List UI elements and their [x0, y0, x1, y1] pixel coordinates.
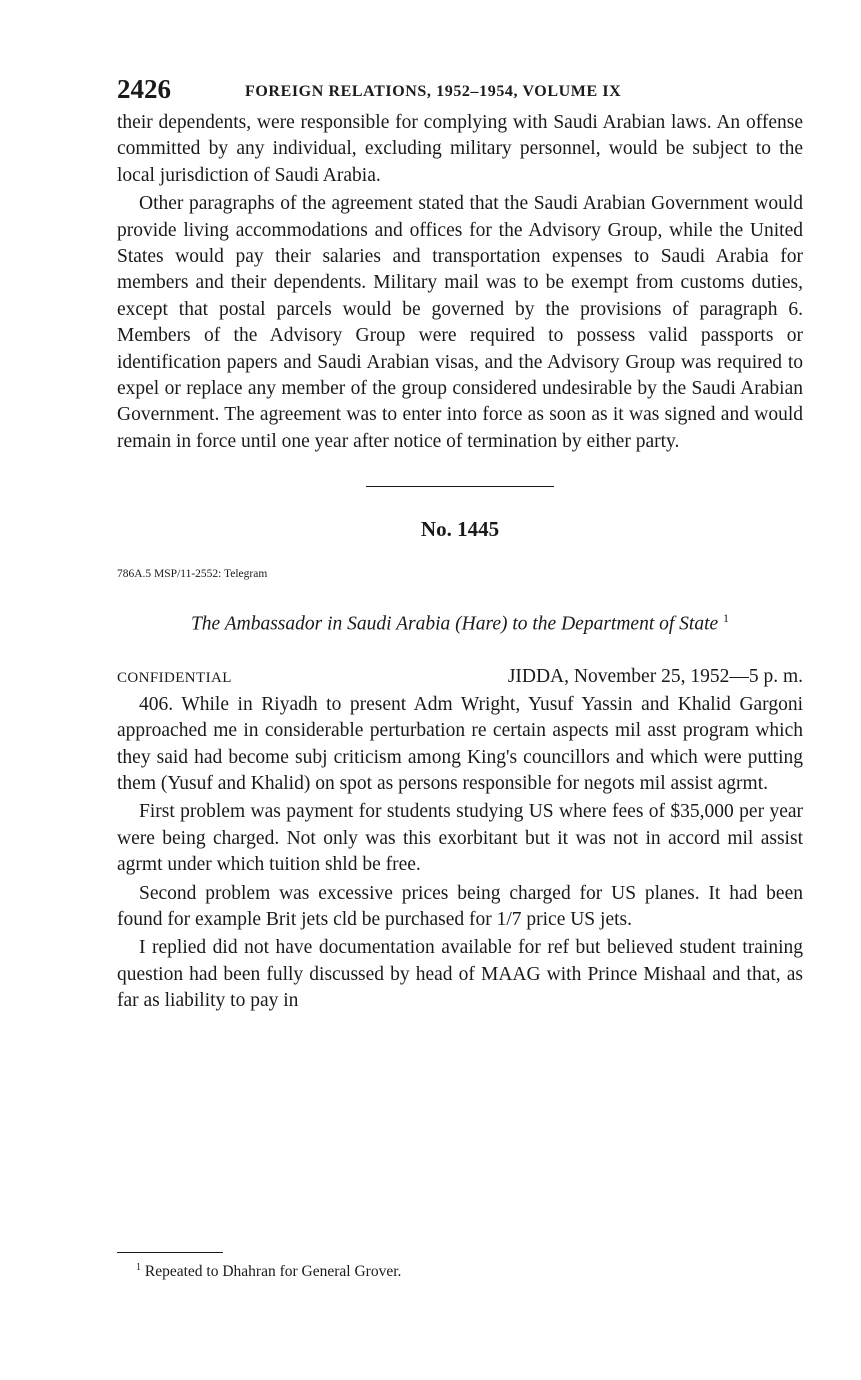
running-head-title: FOREIGN RELATIONS, 1952–1954, VOLUME IX [245, 83, 622, 100]
footnote-text: Repeated to Dhahran for General Grover. [144, 1263, 402, 1281]
intro-paragraph: Other paragraphs of the agreement stated that the Saudi Arabian Government would provide living accommodations and offices for the Advisory Group, while the United States would pay their salaries and transportation expenses to Saudi Arabia for members and their dependents. Military mail was to be exempt from customs duties, except that postal parcels would be governed by the provisions of paragraph 6. Members of the Advisory Group were required to possess valid passports or identification papers and Saudi Arabian visas, and the Advisory Group was required to expel or replace any member of the group considered undesirable by the Saudi Arabian Government. The agreement was to enter into force as soon as it was signed and would remain in force until one year after notice of termination by either party. [117, 193, 803, 452]
footnote-mark: 1 [136, 1262, 141, 1273]
telegram-paragraph: I replied did not have documentation available for ref but believed student training question had been fully discussed by head of MAAG with Prince Mishaal and that, as far as liability to pay in [117, 937, 803, 1012]
document-number: No. 1445 [420, 517, 500, 542]
dateline-row [117, 664, 803, 692]
footnote [136, 1262, 401, 1281]
telegram-paragraph: Second problem was excessive prices being charged for US planes. It had been found for example Brit jets cld be purchased for 1/7 price US jets. [117, 882, 803, 931]
page-number: 2426 [117, 74, 171, 104]
footnote-reference: 1 [723, 611, 730, 626]
document-heading-text: The Ambassador in Saudi Arabia (Hare) to the Department of State [190, 613, 719, 635]
section-divider [366, 486, 554, 487]
intro-paragraph: their dependents, were responsible for complying with Saudi Arabian laws. An offense committed by any individual, excluding military personnel, would be subject to the local jurisdiction of Saudi Arabia. [117, 112, 803, 186]
document-page [117, 70, 803, 1015]
running-head [117, 70, 803, 110]
dateline: JIDDA, November 25, 1952—5 p. m. [507, 665, 803, 687]
telegram-paragraph: First problem was payment for students studying US where fees of $35,000 per year were being charged. Not only was this exorbitant but it was not in accord mil assist agrmt under which tuition shld be free. [117, 801, 803, 876]
telegram-paragraph: 406. While in Riyadh to present Adm Wright, Yusuf Yassin and Khalid Gargoni approached me in considerable perturbation re certain aspects mil asst program which they said had become subj criticism among King's councillors and which were putting them (Yusuf and Khalid) on spot as persons responsible for negots mil assist agrmt. [117, 693, 803, 794]
file-reference: 786A.5 MSP/11-2552: Telegram [117, 568, 268, 581]
classification-label: CONFIDENTIAL [117, 669, 232, 686]
footnote-divider [117, 1252, 223, 1253]
document-heading [145, 605, 775, 638]
